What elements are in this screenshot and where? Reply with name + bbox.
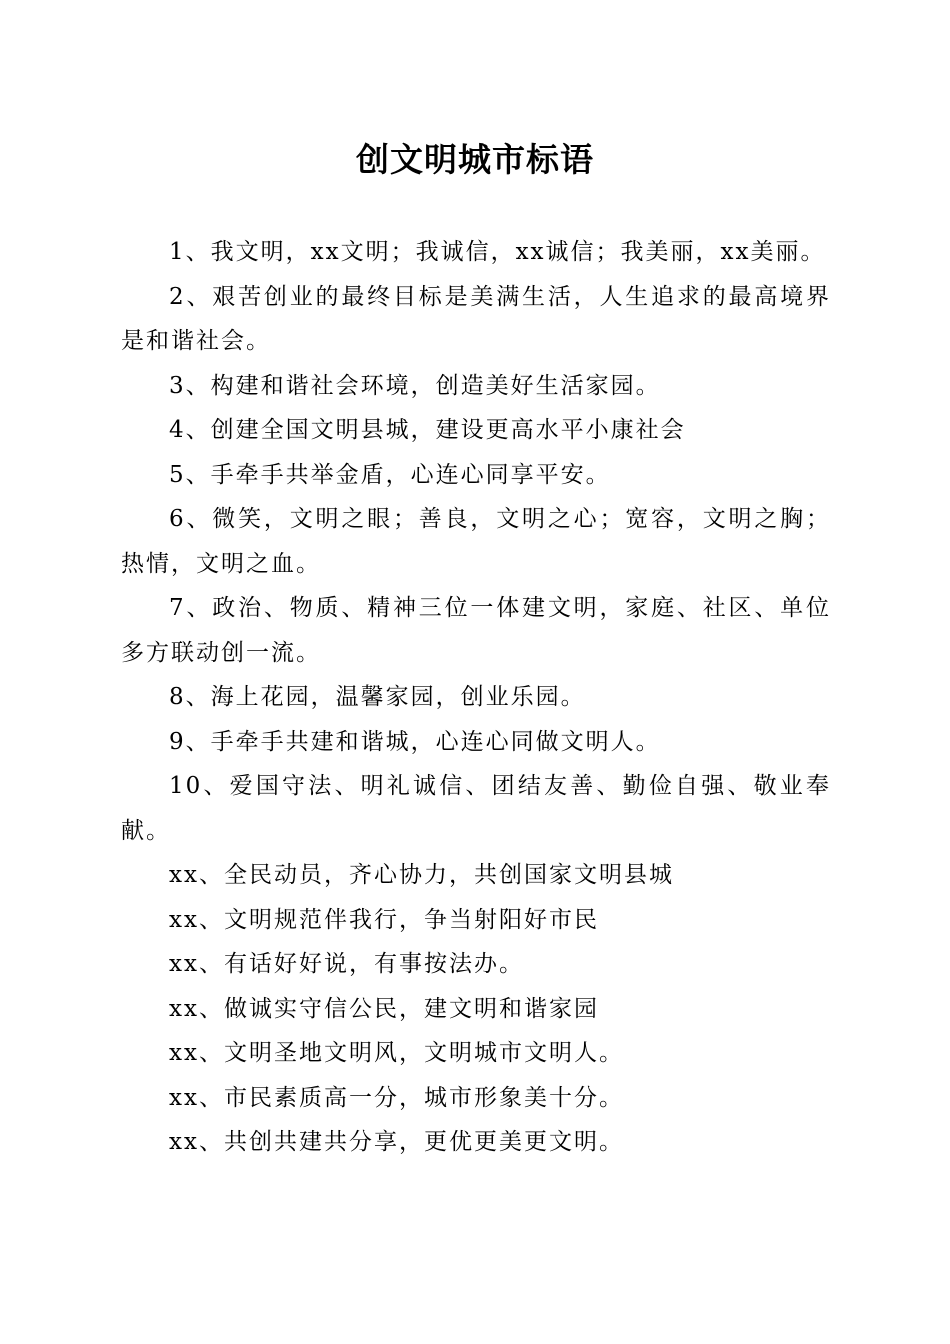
slogan-item: xx、全民动员，齐心协力，共创国家文明县城 <box>169 862 674 888</box>
slogan-item: 9、手牵手共建和谐城，心连心同做文明人。 <box>169 728 661 755</box>
slogan-item: 4、创建全国文明县城，建设更高水平小康社会 <box>169 417 686 443</box>
slogan-item: 2、艰苦创业的最终目标是美满生活，人生追求的最高境界是和谐社会。 <box>121 283 831 354</box>
slogan-item: 5、手牵手共举金盾，心连心同享平安。 <box>169 461 611 488</box>
slogan-list <box>121 230 831 1165</box>
slogan-item: xx、文明圣地文明风，文明城市文明人。 <box>169 1040 624 1066</box>
slogan-item: 8、海上花园，温馨家园，创业乐园。 <box>169 684 586 710</box>
slogan-item: xx、市民素质高一分，城市形象美十分。 <box>169 1084 624 1111</box>
slogan-item: 7、政治、物质、精神三位一体建文明，家庭、社区、单位多方联动创一流。 <box>121 595 831 666</box>
slogan-item: xx、有话好好说，有事按法办。 <box>169 951 524 977</box>
slogan-item: 6、微笑，文明之眼；善良，文明之心；宽容，文明之胸；热情，文明之血。 <box>121 506 831 577</box>
slogan-item: 1、我文明，xx文明；我诚信，xx诚信；我美丽，xx美丽。 <box>169 239 826 265</box>
slogan-item: xx、做诚实守信公民，建文明和谐家园 <box>169 995 599 1022</box>
slogan-item: 10、爱国守法、明礼诚信、团结友善、勤俭自强、敬业奉献。 <box>121 773 831 844</box>
slogan-item: xx、共创共建共分享，更优更美更文明。 <box>169 1129 624 1155</box>
document-title: 创文明城市标语 <box>356 140 594 179</box>
slogan-item: xx、文明规范伴我行，争当射阳好市民 <box>169 906 599 933</box>
slogan-item: 3、构建和谐社会环境，创造美好生活家园。 <box>169 372 661 399</box>
